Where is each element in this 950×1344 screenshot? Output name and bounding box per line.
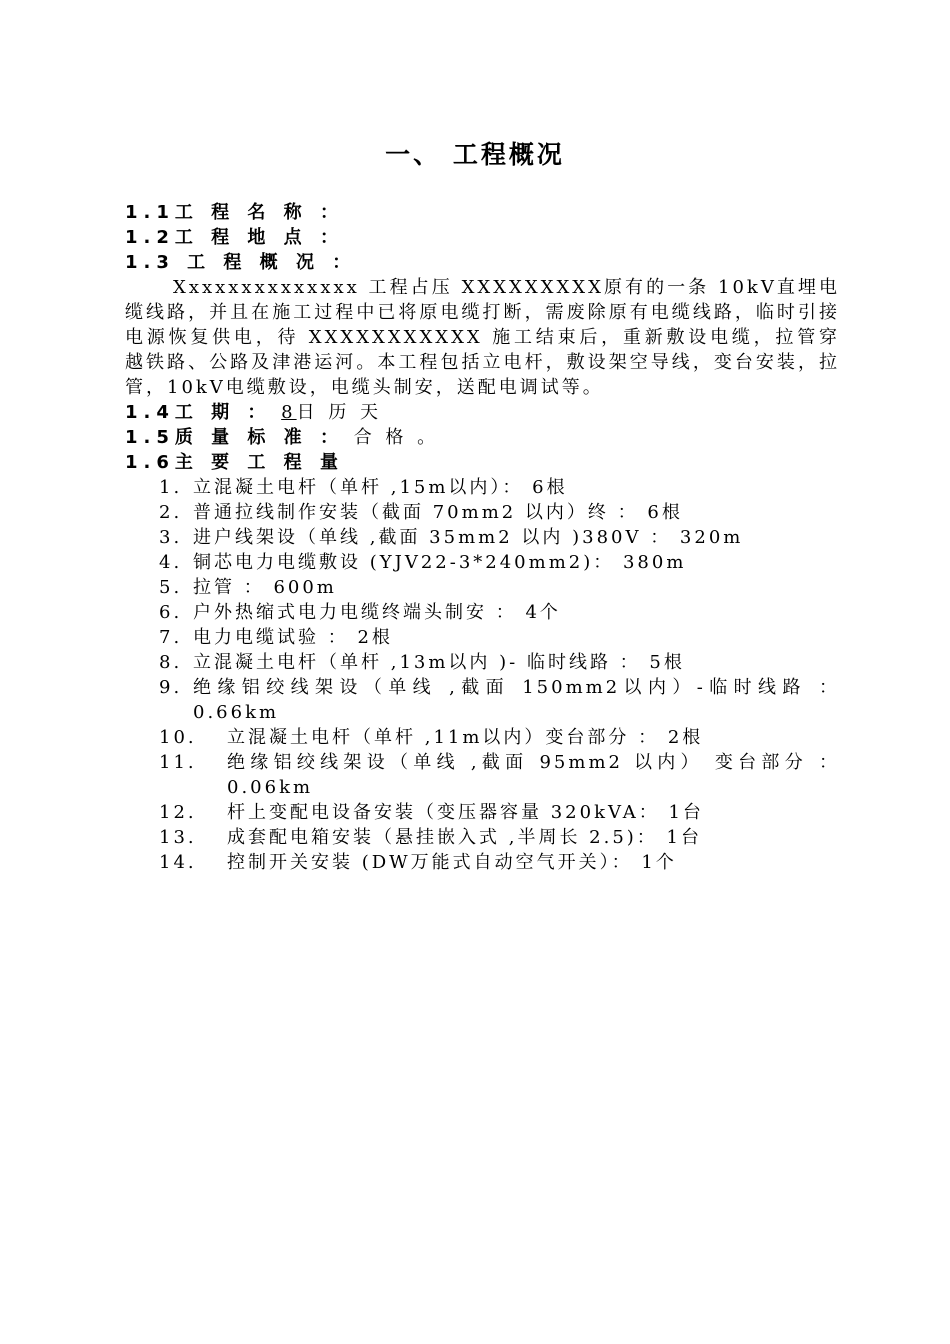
item-text: 拉管 ： 600m <box>193 577 337 598</box>
list-item <box>159 825 840 850</box>
content-body <box>125 200 840 875</box>
duration-value: 8 <box>281 402 297 423</box>
section-1-6-label: 1.6主 要 工 程 量 <box>125 452 344 473</box>
section-1-1-label: 1.1工 程 名 称 ： <box>125 202 344 223</box>
list-item <box>159 750 840 800</box>
section-1-4-label: 1.4工 期 ： <box>125 402 272 423</box>
item-number: 14. <box>159 852 197 873</box>
item-text: 绝缘铝绞线架设（单线 ,截面 150mm2以内）-临时线路 ： 0.66km <box>193 677 840 723</box>
list-item <box>159 675 840 725</box>
item-text: 控制开关安装 (DW万能式自动空气开关）： 1个 <box>227 852 677 873</box>
item-text: 成套配电箱安装（悬挂嵌入式 ,半周长 2.5)： 1台 <box>227 827 702 848</box>
list-item <box>159 500 840 525</box>
overview-paragraph: Xxxxxxxxxxxxxx 工程占压 XXXXXXXXX原有的一条 10kV直埋电缆线路，并且在施工过程中已将原电缆打断，需废除原有电缆线路，临时引接电源恢复供电，待 XXXXXXXXXXX 施工结束后，重新敷设电缆，拉管穿越铁路、公路及津港运河。本工程包括立电杆，敷设架空导线，变台安装，拉管，10kV电缆敷设，电缆头制安，送配电调试等。 <box>125 277 840 398</box>
item-number: 8. <box>159 652 183 673</box>
item-number: 10. <box>159 727 197 748</box>
item-number: 2. <box>159 502 183 523</box>
item-number: 11. <box>159 752 197 773</box>
quantity-list <box>159 475 840 875</box>
item-number: 5. <box>159 577 183 598</box>
item-text: 立混凝土电杆（单杆 ,13m以内 )- 临时线路 ： 5根 <box>193 652 685 673</box>
list-item <box>159 600 840 625</box>
item-text: 立混凝土电杆（单杆 ,15m以内）： 6根 <box>193 477 568 498</box>
list-item <box>159 475 840 500</box>
item-number: 13. <box>159 827 197 848</box>
item-number: 1. <box>159 477 183 498</box>
list-item <box>159 625 840 650</box>
list-item <box>159 525 840 550</box>
list-item <box>159 850 840 875</box>
item-text: 进户线架设（单线 ,截面 35mm2 以内 )380V ： 320m <box>193 527 744 548</box>
list-item <box>159 575 840 600</box>
page-title: 一、 工程概况 <box>385 140 565 169</box>
item-number: 9. <box>159 677 183 698</box>
item-number: 7. <box>159 627 183 648</box>
item-text: 电力电缆试验 ： 2根 <box>193 627 393 648</box>
section-1-2-label: 1.2工 程 地 点 ： <box>125 227 344 248</box>
list-item <box>159 725 840 750</box>
item-text: 普通拉线制作安装（截面 70mm2 以内）终 ： 6根 <box>193 502 683 523</box>
list-item <box>159 550 840 575</box>
list-item <box>159 800 840 825</box>
item-text: 杆上变配电设备安装（变压器容量 320kVA： 1台 <box>227 802 704 823</box>
item-text: 铜芯电力电缆敷设 (YJV22-3*240mm2)： 380m <box>193 552 687 573</box>
section-1-5-label: 1.5质 量 标 准 ： <box>125 427 344 448</box>
item-text: 绝缘铝绞线架设（单线 ,截面 95mm2 以内） 变台部分 ： 0.06km <box>227 752 840 798</box>
item-text: 立混凝土电杆（单杆 ,11m以内）变台部分 ： 2根 <box>227 727 704 748</box>
item-number: 12. <box>159 802 197 823</box>
list-item <box>159 650 840 675</box>
section-1-4 <box>125 400 840 425</box>
item-number: 3. <box>159 527 183 548</box>
section-1-3-label: 1.3 工 程 概 况 ： <box>125 252 357 273</box>
item-text: 户外热缩式电力电缆终端头制安 ： 4个 <box>193 602 561 623</box>
duration-unit: 日 历 天 <box>296 402 383 423</box>
item-number: 4. <box>159 552 183 573</box>
section-1-5 <box>125 425 840 450</box>
item-number: 6. <box>159 602 183 623</box>
quality-value: 合 格 。 <box>353 427 440 448</box>
